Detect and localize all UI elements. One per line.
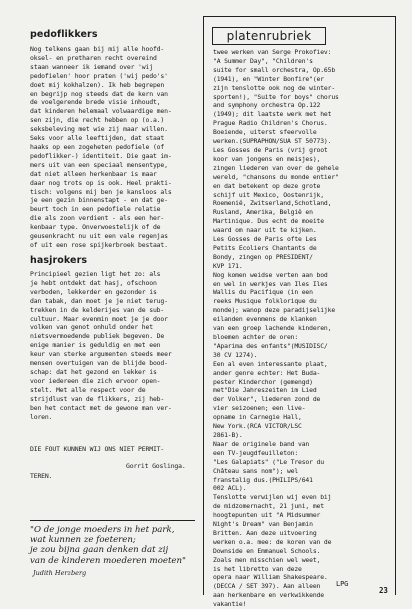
text-line: beurt toch in een pedofiele relatie xyxy=(30,205,161,214)
text-line: werken o.a. mee: de koren van de xyxy=(213,537,332,546)
text-line: KVP 171. xyxy=(213,261,243,270)
text-line: kenbaar type. Onverwoestelijk of de xyxy=(30,223,161,232)
text-line: Nog telkens gaan bij mij alle hoofd- xyxy=(30,45,165,53)
text-line: Tenslotte verwijlen wij even bij xyxy=(213,493,332,502)
text-line: Wallis du Pacifique (in een xyxy=(213,288,313,297)
text-line: keur van sterke argumenten steeds meer xyxy=(30,350,172,359)
text-line: strijdlust van de flikkers, zij heb- xyxy=(30,394,165,403)
text-line: van een groep lachende kinderen, xyxy=(213,324,332,333)
text-line: 2861-B). xyxy=(213,430,243,439)
text-line: pedofielen' hoor praten ('wij pedo's' xyxy=(30,71,168,80)
text-line: de voelgerende brede visie inhoudt, xyxy=(30,98,161,107)
quote-line: van de kinderen moederen moeten" xyxy=(30,555,186,566)
text-line: "A Summer Day", "Children's xyxy=(213,56,313,65)
text-line: loren. xyxy=(30,412,53,421)
text-line: met"Die Jahreszeiten im Lied xyxy=(213,386,317,395)
text-line: verboden, lekkerder en gezonder is xyxy=(30,287,157,296)
text-line: vier seizoenen; een live- xyxy=(213,404,306,413)
text-line: (1949); dit laatste werk met het xyxy=(213,110,332,119)
text-line: trekken in de kelderijes van de sub- xyxy=(30,305,165,314)
text-line: mers uit van een speciaal mensentype, xyxy=(30,160,168,169)
text-line: "Aparima des enfants"(MUSIDISC/ xyxy=(213,341,328,350)
text-line: dan tabak, dan moet je je niet terug- xyxy=(30,296,168,305)
quote-author: Judith Herzberg xyxy=(33,569,87,577)
text-line: en wel in werkjes van Iles Iles xyxy=(213,279,328,288)
text-line: Downside en Emmanuel Schools. xyxy=(213,546,321,555)
author-signature: Gorrit Goslinga. xyxy=(126,462,186,470)
text-line: stelt. Met alle respect voor de xyxy=(30,385,146,394)
text-line: cultuur. Maar evenmin moet je je door xyxy=(30,314,168,323)
text-line: franstalig dus.(PHILIPS/641 xyxy=(213,475,313,484)
closing-statement xyxy=(30,427,164,489)
text-line: Les Gosses de Paris (vrij groot xyxy=(213,145,328,154)
text-line: geusenkracht nu uit een vale regenjas xyxy=(30,232,168,241)
text-line: Britten. Aan deze uitvoering xyxy=(213,528,317,537)
text-line: nietsvermoedende publiek begeven. De xyxy=(30,332,165,341)
text-line: dat niet alleen herkenbaar is maar xyxy=(30,169,157,178)
right-column-divider xyxy=(203,16,204,595)
text-line: ander genre echter: Het Buda- xyxy=(213,368,321,377)
text-line: suite for small orchestra, Op.65b xyxy=(213,65,336,74)
text-line: volken van genot onhuld onder het xyxy=(30,323,153,332)
record-reviews-body xyxy=(213,48,339,609)
text-line: Les Gosses de Paris ofte Les xyxy=(213,235,317,244)
text-line: daar nog trots op is ook. Heel prakti- xyxy=(30,178,172,187)
text-line: "Les Galapiats" ("Le Tresor du xyxy=(213,457,324,466)
section-title-pedoflikkers: pedoflikkers xyxy=(30,29,98,40)
text-line: Night's Dream" van Benjamin xyxy=(213,520,313,529)
text-line: tisch: volgens mij ben je kansloos als xyxy=(30,187,172,196)
text-line: opname in Carnegie Hall, xyxy=(213,413,302,422)
text-line: voor iedereen die zich ervoor open- xyxy=(30,376,161,385)
text-line: pedoflikker-) identiteit. Die gaat im- xyxy=(30,151,172,160)
text-line: Nog komen weidse verten aan bod xyxy=(213,270,328,279)
text-line: enige manier is geduldig en met een xyxy=(30,341,161,350)
text-line: (DECCA / SET 397). Aan alleen xyxy=(213,582,321,591)
text-line: schijf uit Mexico, Oostenrijk, xyxy=(213,190,324,199)
text-line: monde); wanop deze paradijselijke xyxy=(213,306,336,315)
text-line: seksbeleving met wie zij maar willen. xyxy=(30,125,168,134)
article-pedoflikkers-body xyxy=(30,45,172,250)
text-line: Prague Radio Children's Chorus. xyxy=(213,119,328,128)
text-line: ben het contact met de gewone man ver- xyxy=(30,403,172,412)
text-line: wereld, "chansons du monde entier" xyxy=(213,172,339,181)
text-line: dat kinderen helemaal volwaardige men- xyxy=(30,107,172,116)
poem-quote xyxy=(30,525,186,566)
text-line: is het libretto van deze xyxy=(213,564,302,573)
text-line: schap: dat het gezond en lekker is xyxy=(30,367,157,376)
text-line: Château sans nom"); wel xyxy=(213,466,299,475)
text-line: Martinique. Dus echt de moeite xyxy=(213,217,324,226)
closing-line-1: DIE FOUT KUNNEN WIJ ONS NIET PERMIT- xyxy=(30,444,165,453)
text-line: (1941), en "Winter Bonfire"(er xyxy=(213,74,324,83)
text-line: hoogtepunten uit "A Midsummer xyxy=(213,511,321,520)
text-line: Zoals men misschien wel weet, xyxy=(213,555,321,564)
text-line: Bondy, zingen op PRESIDENT/ xyxy=(213,252,313,261)
text-line: bloemen achter de oren: xyxy=(213,333,299,341)
text-line: waard om naar uit te kijken. xyxy=(213,226,317,235)
closing-line-2: TEREN. xyxy=(30,471,53,480)
text-line: aan herkenbare en verkwikkende xyxy=(213,591,324,600)
page-number: 23 xyxy=(379,586,388,595)
text-line: de midzomernacht, 21 juni, met xyxy=(213,502,324,511)
quote-line: je zou bijna gaan denken dat zij xyxy=(30,545,169,556)
text-line: Seks voor alle leeftijden, dat staat xyxy=(30,134,165,143)
text-line: sen zijn, die recht hebben op (o.a.) xyxy=(30,116,165,125)
text-line: Een al even interessante plaat, xyxy=(213,359,328,368)
text-line: 30 CV 1274). xyxy=(213,350,258,359)
text-line: der Volker", liederen zond de xyxy=(213,395,321,404)
text-line: pester Kinderchor (gemengd) xyxy=(213,377,313,386)
article-hasjrokers-body xyxy=(30,270,172,421)
text-line: je een gezin binnenstapt - en dat ge- xyxy=(30,196,168,205)
text-line: Principieel gezien ligt het zo: als xyxy=(30,270,161,278)
text-line: doet mij kokhalzen). Ik heb begrepen xyxy=(30,80,165,89)
text-line: of uit een rose spijkerbroek bestaat. xyxy=(30,240,168,249)
author-initials: LPG xyxy=(336,580,349,588)
text-line: mensen overtuigen van de blijde bood- xyxy=(30,359,168,368)
right-column-border xyxy=(395,16,396,595)
text-line: koor van jongens en meisjes), xyxy=(213,154,321,163)
text-line: en dat betekent op deze grote xyxy=(213,181,321,190)
text-line: Naar de originele band van xyxy=(213,439,310,448)
text-line: haaks op een zogeheten pedofiele (of xyxy=(30,142,165,151)
text-line: reeks Musique folklorique du xyxy=(213,297,317,306)
top-rule xyxy=(203,16,396,17)
text-line: twee werken van Serge Prokofiev: xyxy=(213,48,332,56)
text-line: Roemenië, Zwitserland,Schotland, xyxy=(213,199,332,208)
quote-top-rule xyxy=(30,520,195,521)
text-line: zingen liederen van over de gehele xyxy=(213,163,339,172)
text-line: een TV-jeugdfeuilleton: xyxy=(213,448,299,457)
text-line: werken.(SUPRAPHON/SUA ST 50773). xyxy=(213,137,332,146)
platenrubriek-masthead: platenrubriek xyxy=(212,27,326,45)
quote-line: "O de jonge moeders in het park, xyxy=(30,525,175,535)
text-line: en begrijp nog steeds dat de kern van xyxy=(30,89,168,98)
section-title-hasjrokers: hasjrokers xyxy=(30,255,88,266)
text-line: Petits Ecoliers Chantants de xyxy=(213,243,317,252)
text-line: Rusland, Amerika, België en xyxy=(213,208,313,217)
text-line: 002 ACL). xyxy=(213,484,247,493)
text-line: and symphony orchestra Op.122 xyxy=(213,101,321,110)
text-line: vakantie! xyxy=(213,600,247,609)
text-line: sporten!), "Suite for boys" chorus xyxy=(213,92,339,101)
text-line: oksel- en pretharen recht overeind xyxy=(30,53,157,62)
text-line: zijn tenslotte ook nog de winter- xyxy=(213,83,336,92)
text-line: New York.(RCA VICTOR/LSC xyxy=(213,422,302,431)
text-line: je hebt ontdekt dat hasj, ofschoon xyxy=(30,278,157,287)
text-line: staan wanneer ik iemand over 'wij xyxy=(30,62,153,71)
text-line: eilanden evenmens de klanken xyxy=(213,315,317,324)
text-line: opera naar William Shakespeare. xyxy=(213,573,328,582)
text-line: die als zoon verdient - als een her- xyxy=(30,214,165,223)
quote-line: wat kunnen ze foeteren; xyxy=(30,535,136,546)
text-line: Boeiende, uiterst sfeervolle xyxy=(213,128,317,137)
